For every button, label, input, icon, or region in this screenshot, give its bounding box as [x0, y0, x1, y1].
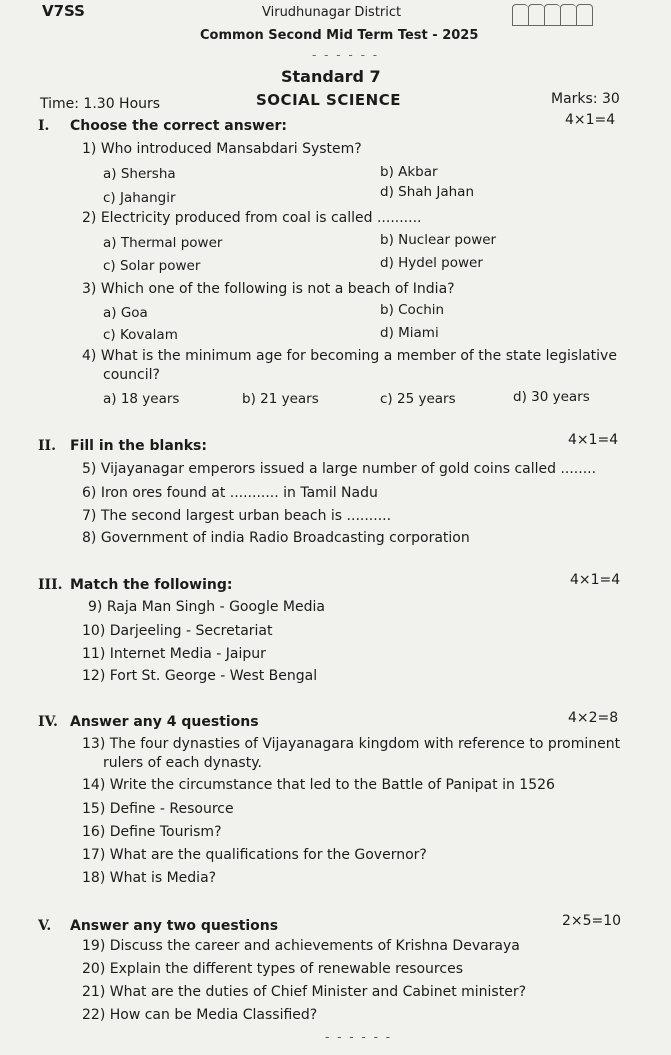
question-13-continued: rulers of each dynasty. [103, 755, 262, 771]
section-1-marks: 4×1=4 [565, 112, 616, 128]
section-4-heading [38, 714, 259, 730]
section-4-marks: 4×2=8 [568, 710, 619, 726]
question-4-option-c: c) 25 years [380, 391, 456, 407]
section-5-marks: 2×5=10 [562, 913, 622, 929]
question-1-option-d: d) Shah Jahan [380, 184, 475, 200]
question-9: 9) Raja Man Singh - Google Media [88, 599, 325, 615]
question-16: 16) Define Tourism? [82, 824, 222, 840]
section-3-title: Match the following: [70, 577, 233, 593]
question-10: 10) Darjeeling - Secretariat [82, 623, 273, 639]
section-2-roman: II. [38, 438, 56, 454]
question-3-option-a: a) Goa [103, 305, 148, 321]
total-marks: Marks: 30 [551, 91, 620, 107]
top-divider: - - - - - - [312, 48, 380, 62]
section-5-title: Answer any two questions [70, 918, 279, 934]
question-13: 13) The four dynasties of Vijayanagara kingdom with reference to prominent [82, 736, 621, 752]
bottom-divider: - - - - - - [325, 1030, 393, 1044]
section-3-heading [38, 577, 232, 593]
question-21: 21) What are the duties of Chief Minister and Cabinet minister? [82, 984, 527, 1000]
question-2-option-a: a) Thermal power [103, 235, 223, 251]
question-2-option-b: b) Nuclear power [380, 232, 497, 248]
section-1-roman: I. [38, 118, 50, 134]
subject-title: SOCIAL SCIENCE [256, 91, 401, 109]
section-2-title: Fill in the blanks: [70, 438, 207, 454]
question-2-option-c: c) Solar power [103, 258, 201, 274]
question-22: 22) How can be Media Classified? [82, 1007, 318, 1023]
question-5: 5) Vijayanagar emperors issued a large number of gold coins called ........ [82, 461, 597, 477]
question-19: 19) Discuss the career and achievements of Krishna Devaraya [82, 938, 520, 954]
section-1-heading [38, 118, 287, 134]
question-7: 7) The second largest urban beach is .......... [82, 508, 392, 524]
question-6: 6) Iron ores found at ........... in Tamil Nadu [82, 485, 378, 501]
question-18: 18) What is Media? [82, 870, 217, 886]
district-name: Virudhunagar District [262, 5, 402, 20]
section-2-marks: 4×1=4 [568, 432, 619, 448]
time-label: Time: 1.30 Hours [40, 96, 161, 112]
section-1-title: Choose the correct answer: [70, 118, 287, 134]
question-15: 15) Define - Resource [82, 801, 234, 817]
question-1-option-b: b) Akbar [380, 164, 438, 180]
question-4: 4) What is the minimum age for becoming a member of the state legislative [82, 348, 617, 364]
question-4-option-b: b) 21 years [242, 391, 319, 407]
question-12: 12) Fort St. George - West Bengal [82, 668, 318, 684]
section-5-heading [38, 918, 278, 934]
register-number-boxes [512, 4, 593, 26]
question-14: 14) Write the circumstance that led to the Battle of Panipat in 1526 [82, 777, 555, 793]
section-3-marks: 4×1=4 [570, 572, 621, 588]
question-4-continued: council? [103, 367, 160, 383]
question-4-option-a: a) 18 years [103, 391, 180, 407]
question-4-option-d: d) 30 years [513, 389, 590, 405]
question-3: 3) Which one of the following is not a beach of India? [82, 281, 455, 297]
test-title: Common Second Mid Term Test - 2025 [200, 28, 479, 43]
question-8: 8) Government of india Radio Broadcasting corporation [82, 530, 470, 546]
section-4-roman: IV. [38, 714, 58, 730]
question-3-option-b: b) Cochin [380, 302, 445, 318]
question-2-option-d: d) Hydel power [380, 255, 483, 271]
paper-code: V7SS [42, 2, 85, 20]
question-1-option-a: a) Shersha [103, 166, 176, 182]
question-1-option-c: c) Jahangir [103, 190, 176, 206]
section-5-roman: V. [38, 918, 52, 934]
standard-label: Standard 7 [281, 67, 381, 86]
question-2: 2) Electricity produced from coal is called .......... [82, 210, 422, 226]
question-3-option-d: d) Miami [380, 325, 439, 341]
question-11: 11) Internet Media - Jaipur [82, 646, 266, 662]
section-4-title: Answer any 4 questions [70, 714, 259, 730]
question-20: 20) Explain the different types of renewable resources [82, 961, 463, 977]
question-1: 1) Who introduced Mansabdari System? [82, 141, 362, 157]
question-17: 17) What are the qualifications for the Governor? [82, 847, 427, 863]
question-3-option-c: c) Kovalam [103, 327, 178, 343]
section-3-roman: III. [38, 577, 63, 593]
section-2-heading [38, 438, 207, 454]
